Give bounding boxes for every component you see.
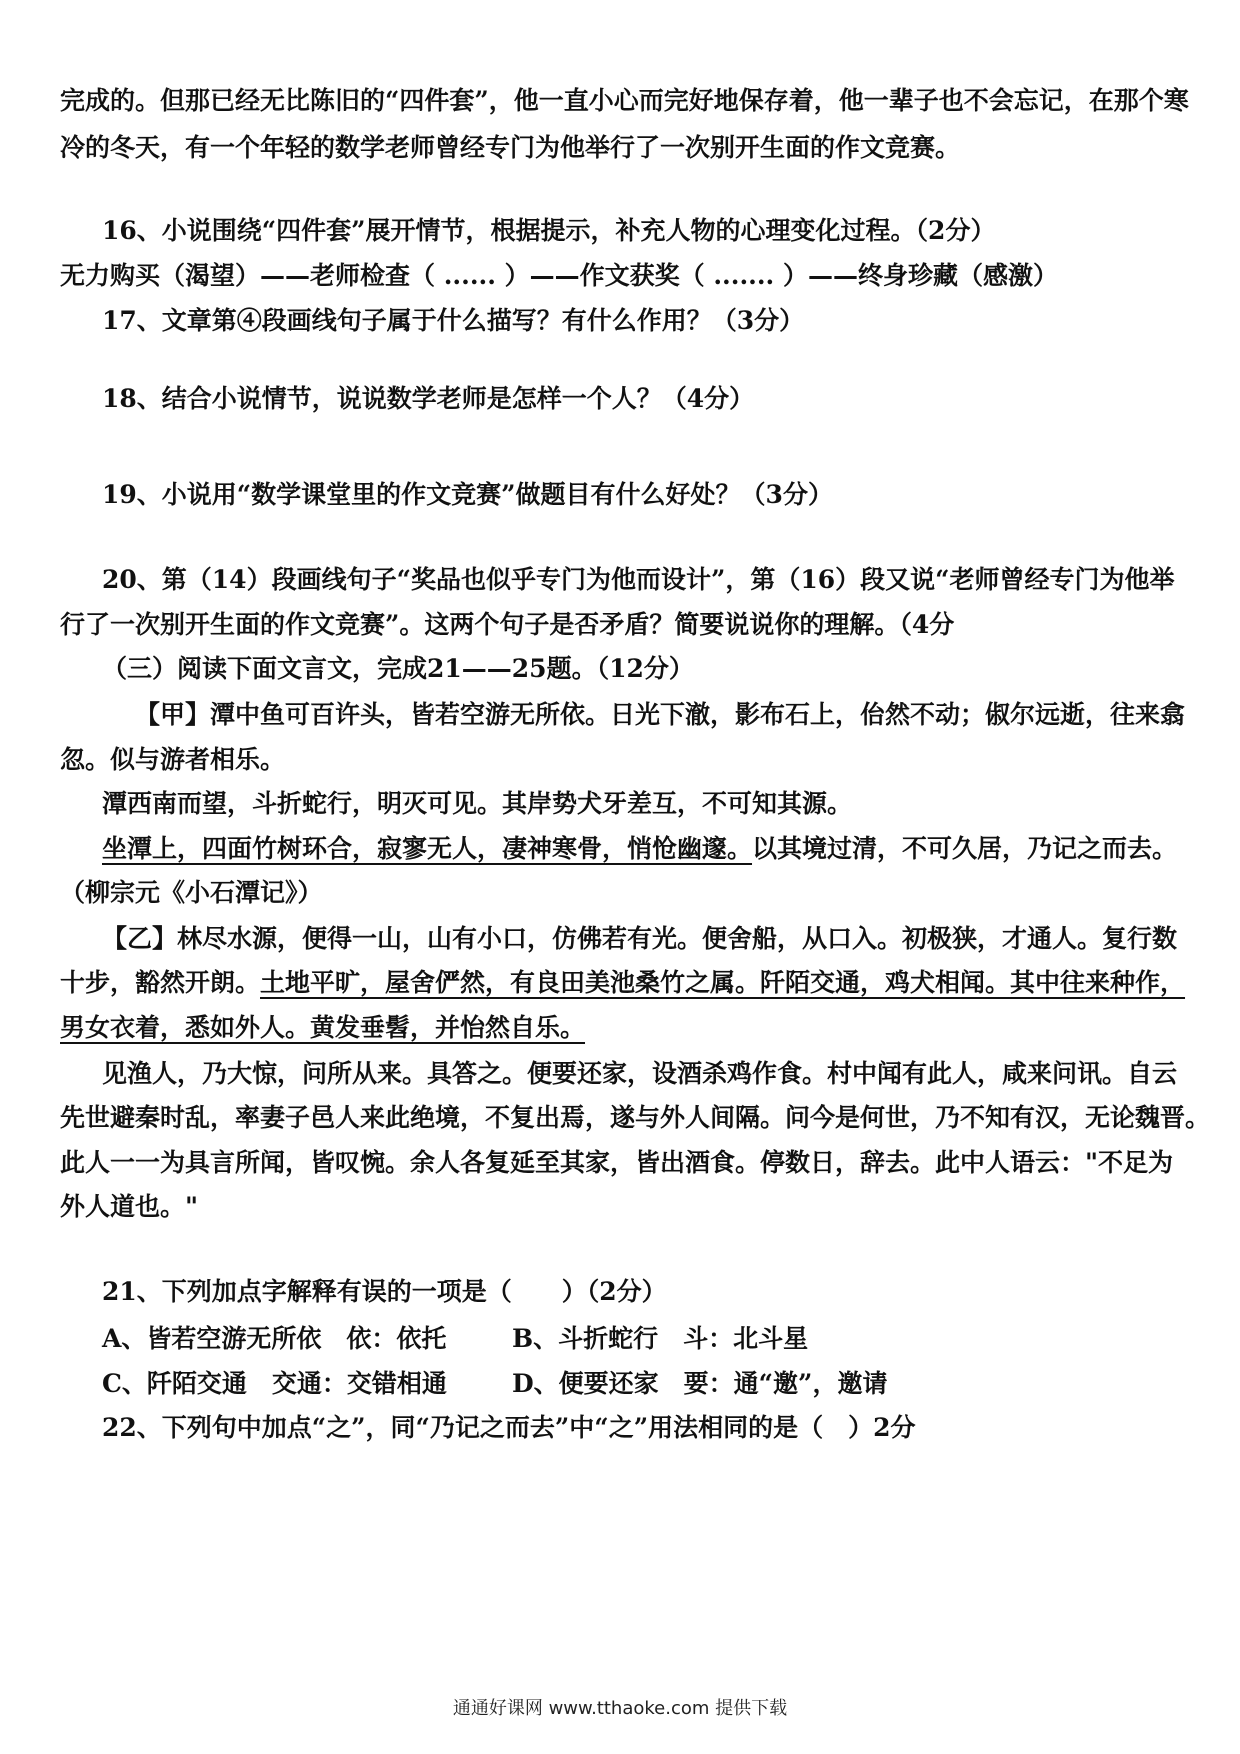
- question-16-title: 16、小说围绕“四件套”展开情节，根据提示，补充人物的心理变化过程。（2分）: [102, 216, 996, 245]
- jia-para-2: 潭西南而望，斗折蛇行，明灭可见。其岸势犬牙差互，不可知其源。: [102, 789, 853, 818]
- question-21-title: 21、下列加点字解释有误的一项是（ ）（2分）: [102, 1277, 667, 1306]
- question-19: 19、小说用“数学课堂里的作文竞赛”做题目有什么好处？（3分）: [102, 480, 833, 509]
- yi-para-1-line-3: [60, 1011, 1190, 1045]
- page-footer: 通通好课网 www.tthaoke.com 提供下载: [452, 1698, 788, 1719]
- jia-underlined-sentence: 坐潭上，四面竹树环合，寂寥无人，凄神寒骨，悄怆幽邃。: [102, 834, 753, 863]
- question-20-line-1: 20、第（14）段画线句子“奖品也似乎专门为他而设计”，第（16）段又说“老师曾经专门为他举: [102, 565, 1175, 594]
- jia-para-3-rest: 以其境过清，不可久居，乃记之而去。: [752, 834, 1178, 863]
- question-21-options-row-1: [102, 1322, 1232, 1356]
- passage-tail-line-2: 冷的冬天，有一个年轻的数学老师曾经专门为他举行了一次别开生面的作文竞赛。: [60, 133, 961, 162]
- yi-para-2-line-3: 此人一一为具言所闻，皆叹惋。余人各复延至其家，皆出酒食。停数日，辞去。此中人语云："不足为: [60, 1148, 1174, 1177]
- yi-para-2-line-1: 见渔人，乃大惊，问所从来。具答之。便要还家，设酒杀鸡作食。村中闻有此人，咸来问讯。自云: [102, 1059, 1178, 1088]
- question-20-line-2: 行了一次别开生面的作文竞赛”。这两个句子是否矛盾？简要说说你的理解。（4分: [60, 610, 955, 639]
- yi-para-2-line-4: 外人道也。": [60, 1192, 199, 1221]
- jia-para-1-line-2: 忽。似与游者相乐。: [60, 745, 286, 774]
- yi-para-1-line-1: 【乙】林尽水源，便得一山，山有小口，仿佛若有光。便舍船，从口入。初极狭，才通人。复行数: [102, 924, 1178, 953]
- question-22: 22、下列句中加点“之”，同“乃记之而去”中“之”用法相同的是（ ）2分: [102, 1413, 916, 1442]
- yi-underlined-part-1: 土地平旷，屋舍俨然，有良田美池桑竹之属。阡陌交通，鸡犬相闻。其中往来种作，: [260, 968, 1186, 997]
- jia-para-3: [102, 832, 1232, 866]
- option-c: C、阡陌交通 交通：交错相通: [102, 1369, 447, 1398]
- section-3-heading: （三）阅读下面文言文，完成21——25题。（12分）: [102, 654, 694, 683]
- question-16-chain: 无力购买（渴望）——老师检查（ ...... ）——作文获奖（ ....... ）——终身珍藏（感激）: [60, 261, 1058, 290]
- option-b: B、斗折蛇行 斗：北斗星: [512, 1324, 809, 1353]
- yi-underlined-part-2: 男女衣着，悉如外人。黄发垂髫，并怡然自乐。: [60, 1013, 586, 1042]
- yi-line-2-plain: 十步，豁然开朗。: [60, 968, 261, 997]
- question-17: 17、文章第④段画线句子属于什么描写？有什么作用？（3分）: [102, 306, 805, 335]
- jia-source: （柳宗元《小石潭记》）: [60, 878, 323, 907]
- yi-para-1-line-2: [60, 966, 1190, 1000]
- passage-tail-line-1: 完成的。但那已经无比陈旧的“四件套”，他一直小心而完好地保存着，他一辈子也不会忘记，在那个寒: [60, 86, 1189, 115]
- option-a: A、皆若空游无所依 依：依托: [102, 1324, 447, 1353]
- jia-para-1-line-1: 【甲】潭中鱼可百许头，皆若空游无所依。日光下澈，影布石上，佁然不动；俶尔远逝，往来翕: [135, 700, 1186, 729]
- yi-para-2-line-2: 先世避秦时乱，率妻子邑人来此绝境，不复出焉，遂与外人间隔。问今是何世，乃不知有汉，无论魏晋。: [60, 1103, 1211, 1132]
- question-21-options-row-2: [102, 1367, 1232, 1401]
- option-d: D、便要还家 要：通“邀”，邀请: [512, 1369, 888, 1398]
- question-18: 18、结合小说情节，说说数学老师是怎样一个人？（4分）: [102, 384, 755, 413]
